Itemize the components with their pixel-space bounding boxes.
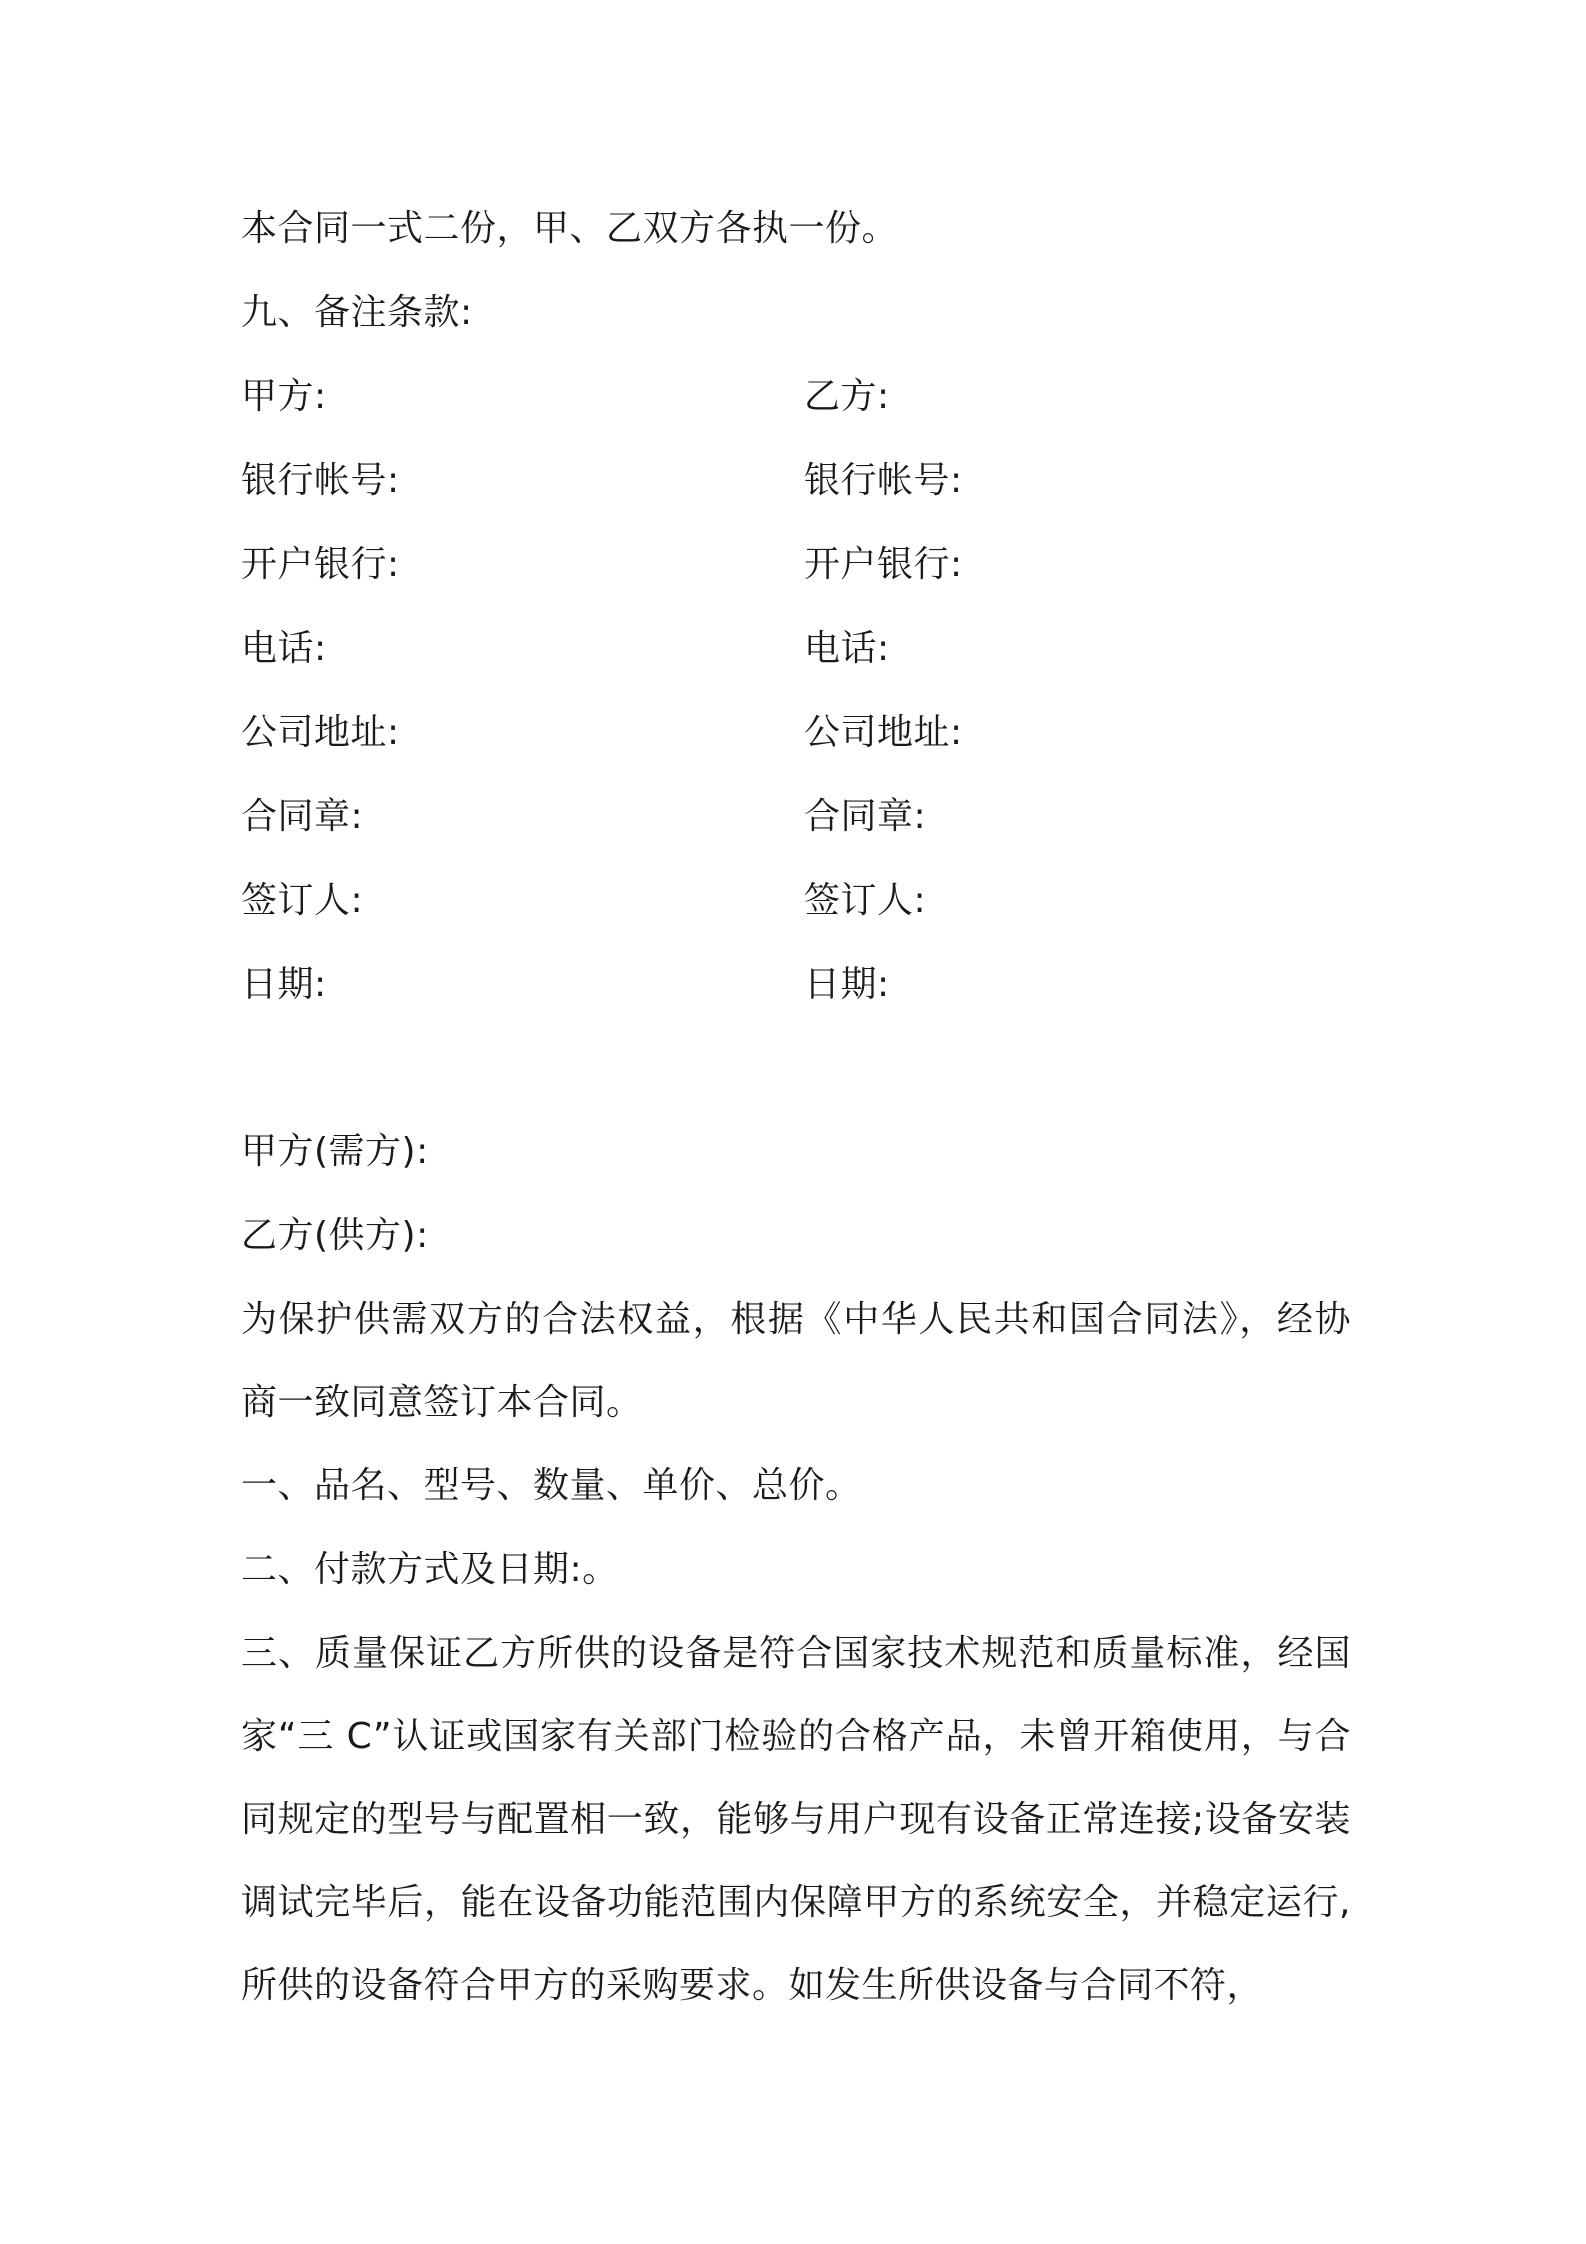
party-b-date-label: 日期: xyxy=(804,964,890,1005)
party-b-phone-label: 电话: xyxy=(804,628,890,669)
party-a-seal-label: 合同章: xyxy=(241,796,364,837)
party-b-signer-label: 签订人: xyxy=(804,880,927,921)
remarks-heading: 九、备注条款: xyxy=(241,292,473,333)
party-a-bank-name-label: 开户银行: xyxy=(241,544,400,585)
party-a-demand-label: 甲方(需方): xyxy=(241,1131,429,1172)
party-b-label: 乙方: xyxy=(804,376,890,417)
party-b-seal-label: 合同章: xyxy=(804,796,927,837)
party-b-bank-account-label: 银行帐号: xyxy=(804,460,963,501)
party-a-phone-label: 电话: xyxy=(241,628,327,669)
clause-2: 二、付款方式及日期:。 xyxy=(241,1549,619,1590)
copies-clause: 本合同一式二份，甲、乙双方各执一份。 xyxy=(241,208,899,249)
party-b-bank-name-label: 开户银行: xyxy=(804,544,963,585)
clause-3-paragraph: 三、质量保证乙方所供的设备是符合国家技术规范和质量标准，经国家“三 C”认证或国家有关部门检验的合格产品，未曾开箱使用，与合同规定的型号与配置相一致，能够与用户现有设备正常连接;设备安装调试完毕后，能在设备功能范围内保障甲方的系统安全，并稳定运行,所供的设备符合甲方的采购要求。如发生所供设备与合同不符， xyxy=(241,1633,1351,2006)
party-a-address-label: 公司地址: xyxy=(241,712,400,753)
party-a-date-label: 日期: xyxy=(241,964,327,1005)
party-a-label: 甲方: xyxy=(241,376,327,417)
party-a-bank-account-label: 银行帐号: xyxy=(241,460,400,501)
party-a-signer-label: 签订人: xyxy=(241,880,364,921)
clause-1: 一、品名、型号、数量、单价、总价。 xyxy=(241,1465,862,1506)
party-b-supply-label: 乙方(供方): xyxy=(241,1215,429,1256)
party-b-address-label: 公司地址: xyxy=(804,712,963,753)
preamble-paragraph: 为保护供需双方的合法权益，根据《中华人民共和国合同法》，经协商一致同意签订本合同。 xyxy=(241,1299,1351,1423)
